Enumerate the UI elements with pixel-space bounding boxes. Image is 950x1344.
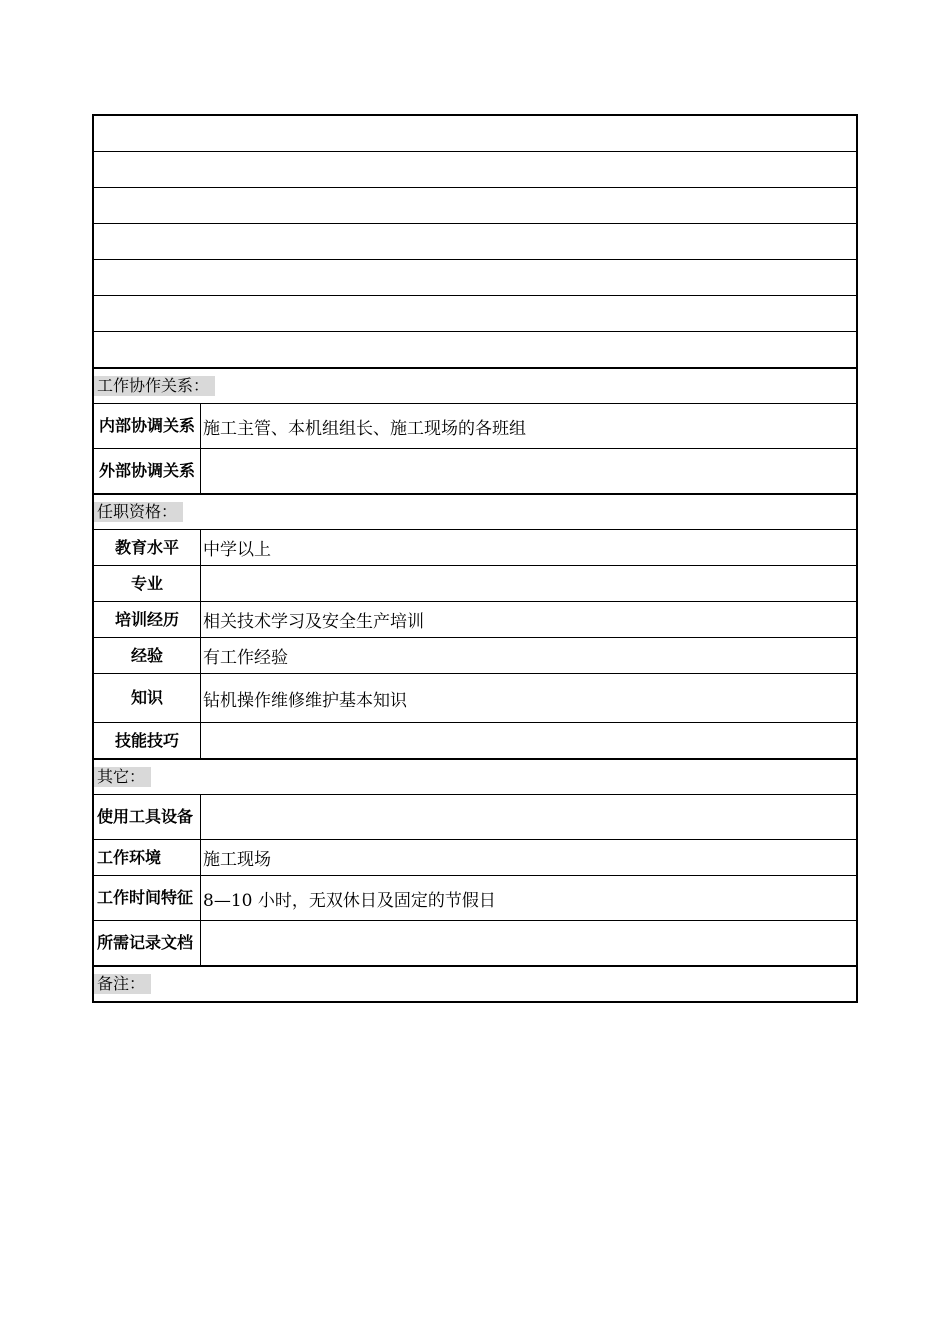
major-row	[92, 565, 858, 601]
section-qualification-header	[92, 493, 858, 529]
section-collaboration-header	[92, 367, 858, 403]
external-coordination-row	[92, 448, 858, 493]
row-value: 中学以上	[203, 540, 271, 560]
section-remarks-header	[92, 965, 858, 1003]
internal-coordination-row	[92, 403, 858, 448]
blank-row	[92, 259, 858, 295]
row-value	[201, 566, 856, 601]
row-value	[201, 921, 856, 965]
row-value	[201, 449, 856, 493]
training-row	[92, 601, 858, 637]
blank-row	[92, 331, 858, 367]
blank-row	[92, 151, 858, 187]
row-label: 技能技巧	[94, 723, 201, 758]
row-value	[201, 723, 856, 758]
experience-row	[92, 637, 858, 673]
job-description-table	[92, 114, 858, 1003]
row-label: 工作时间特征	[94, 876, 201, 920]
blank-row	[92, 187, 858, 223]
row-value: 施工主管、本机组组长、施工现场的各班组	[203, 418, 526, 439]
section-title: 备注：	[94, 974, 151, 994]
row-label: 经验	[94, 638, 201, 673]
section-other-header	[92, 758, 858, 794]
row-label: 内部协调关系	[94, 404, 201, 448]
row-value: 有工作经验	[203, 648, 288, 668]
row-value: 8—10 小时，无双休日及固定的节假日	[203, 890, 496, 911]
row-value	[201, 795, 856, 839]
section-title: 工作协作关系：	[94, 376, 215, 396]
section-title: 任职资格：	[94, 502, 183, 522]
row-label: 所需记录文档	[94, 921, 201, 965]
hours-row	[92, 875, 858, 920]
education-row	[92, 529, 858, 565]
skills-row	[92, 722, 858, 758]
row-label: 使用工具设备	[94, 795, 201, 839]
row-label: 工作环境	[94, 840, 201, 875]
environment-row	[92, 839, 858, 875]
row-value: 施工现场	[203, 850, 271, 870]
row-label: 外部协调关系	[94, 449, 201, 493]
row-label: 知识	[94, 674, 201, 722]
row-label: 培训经历	[94, 602, 201, 637]
row-label: 教育水平	[94, 530, 201, 565]
blank-row	[92, 223, 858, 259]
row-label: 专业	[94, 566, 201, 601]
blank-row	[92, 114, 858, 151]
knowledge-row	[92, 673, 858, 722]
tools-row	[92, 794, 858, 839]
records-row	[92, 920, 858, 965]
row-value: 相关技术学习及安全生产培训	[203, 612, 424, 632]
blank-row	[92, 295, 858, 331]
row-value: 钻机操作维修维护基本知识	[203, 690, 407, 711]
section-title: 其它：	[94, 767, 151, 787]
